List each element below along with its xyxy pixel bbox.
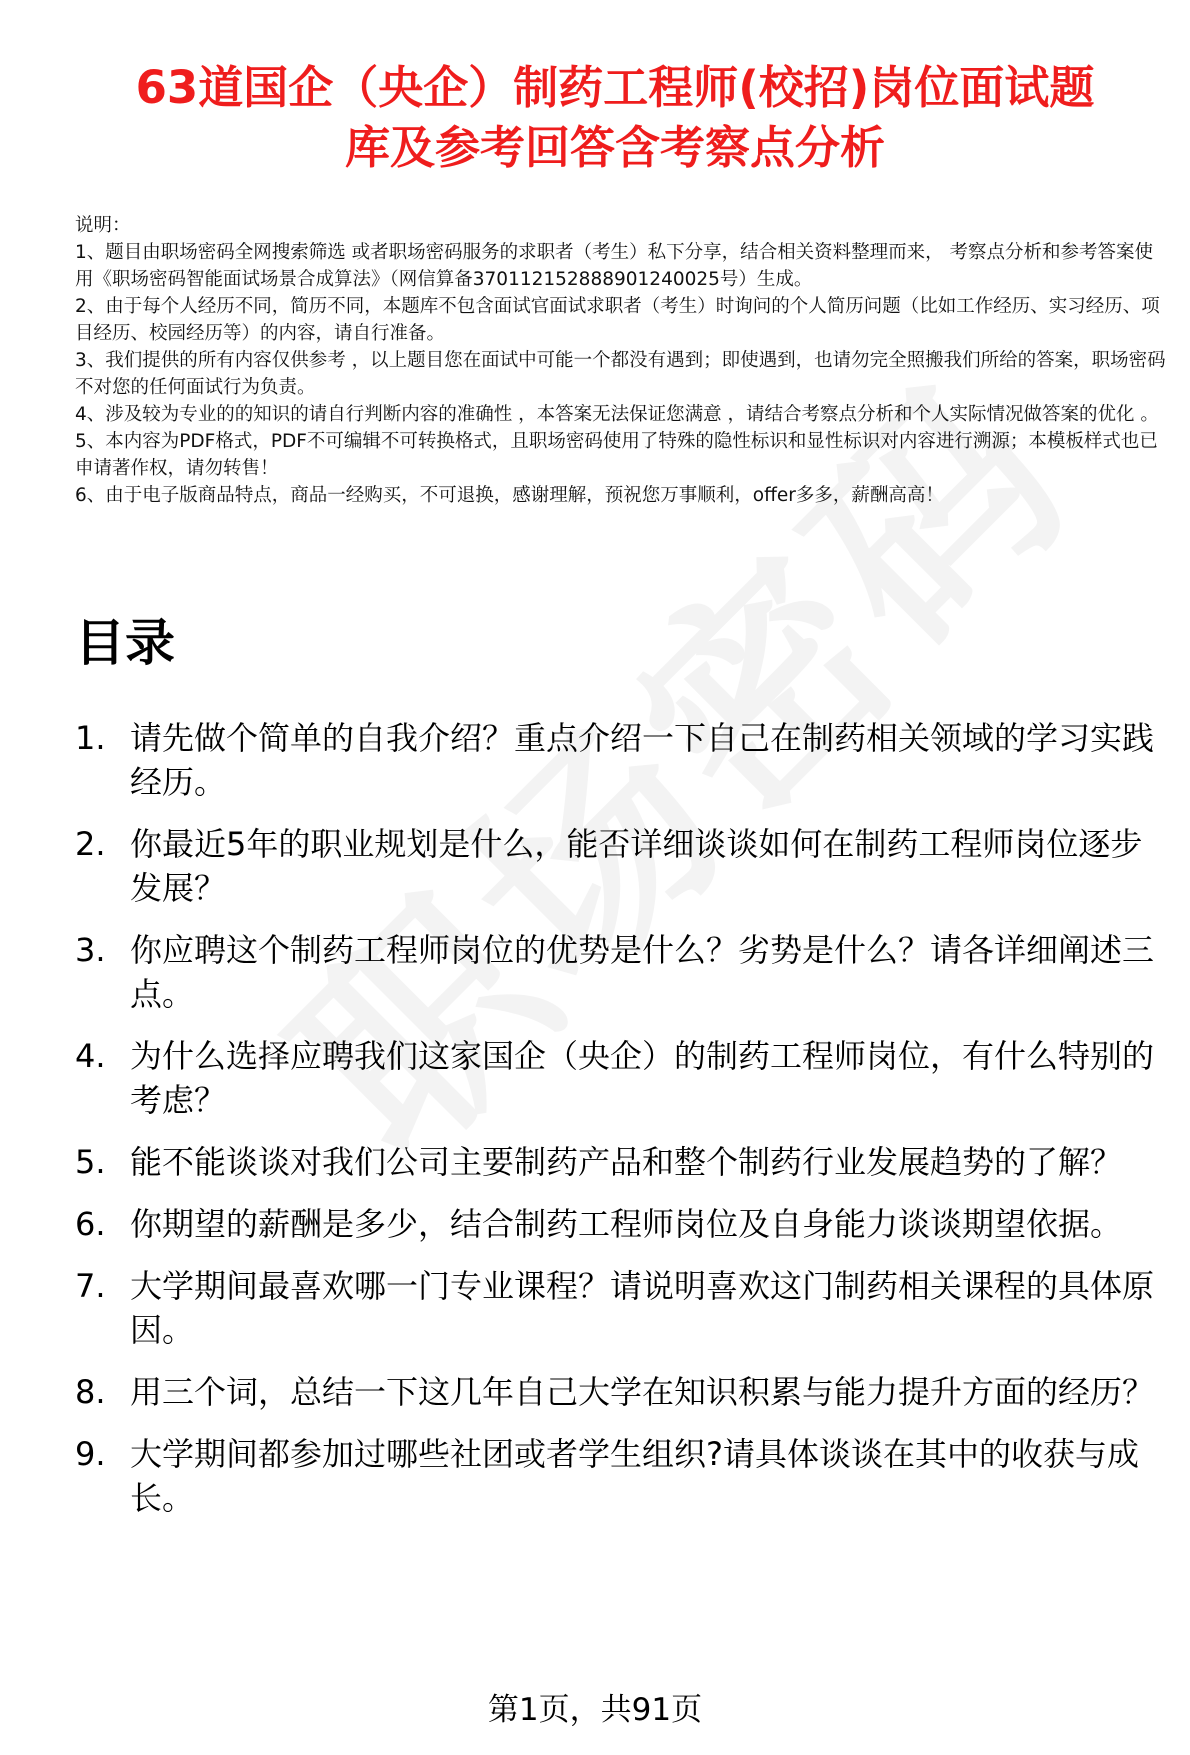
title-line-2: 库及参考回答含考察点分析 xyxy=(344,121,885,174)
title-line-1: 63道国企（央企）制药工程师(校招)岗位面试题 xyxy=(135,61,1095,114)
toc-item-text: 大学期间都参加过哪些社团或者学生组织?请具体谈谈在其中的收获与成长。 xyxy=(130,1435,1139,1517)
note-item-3: 3、我们提供的所有内容仅供参考 ，以上题目您在面试中可能一个都没有遇到；即使遇到，也请勿完全照搬我们所给的答案，职场密码不对您的任何面试行为负责。 xyxy=(75,350,1166,398)
toc-item-text: 请先做个简单的自我介绍？重点介绍一下自己在制药相关领域的学习实践经历。 xyxy=(130,719,1155,801)
toc-item-number: 8. xyxy=(75,1373,106,1411)
note-item-6: 6、由于电子版商品特点，商品一经购买，不可退换，感谢理解，预祝您万事顺利，offer多多，薪酬高高！ xyxy=(75,485,944,506)
toc-item-number: 7. xyxy=(75,1267,106,1305)
toc-item-number: 4. xyxy=(75,1037,106,1075)
toc-item-number: 5. xyxy=(75,1143,106,1181)
toc-item-number: 3. xyxy=(75,931,106,969)
notes-section xyxy=(75,212,1170,509)
note-item-1: 1、题目由职场密码全网搜索筛选 或者职场密码服务的求职者（考生）私下分享，结合相关资料整理而来， 考察点分析和参考答案使用《职场密码智能面试场景合成算法》（网信算备370112152888901240025号）生成。 xyxy=(75,242,1154,290)
toc-item[interactable] xyxy=(75,1202,1170,1246)
toc-item-text: 用三个词，总结一下这几年自己大学在知识积累与能力提升方面的经历？ xyxy=(130,1373,1155,1411)
toc-item-number: 2. xyxy=(75,825,106,863)
toc-item[interactable] xyxy=(75,1140,1170,1184)
toc-item-text: 为什么选择应聘我们这家国企（央企）的制药工程师岗位，有什么特别的考虑？ xyxy=(130,1037,1155,1119)
toc-item-number: 1. xyxy=(75,719,106,757)
toc-list xyxy=(75,716,1170,1538)
toc-item-number: 9. xyxy=(75,1435,106,1473)
toc-heading: 目录 xyxy=(75,614,175,672)
toc-item[interactable] xyxy=(75,1432,1170,1520)
toc-item-text: 你应聘这个制药工程师岗位的优势是什么？劣势是什么？请各详细阐述三点。 xyxy=(130,931,1155,1013)
toc-item[interactable] xyxy=(75,1034,1170,1122)
toc-item[interactable] xyxy=(75,1264,1170,1352)
toc-item-number: 6. xyxy=(75,1205,106,1243)
toc-item[interactable] xyxy=(75,822,1170,910)
toc-item-text: 大学期间最喜欢哪一门专业课程？请说明喜欢这门制药相关课程的具体原因。 xyxy=(130,1267,1155,1349)
toc-item-text: 你最近5年的职业规划是什么，能否详细谈谈如何在制药工程师岗位逐步发展？ xyxy=(130,825,1143,907)
toc-item[interactable] xyxy=(75,928,1170,1016)
page-number: 第1页，共91页 xyxy=(487,1692,703,1728)
note-item-4: 4、涉及较为专业的的知识的请自行判断内容的准确性 ，本答案无法保证您满意 ，请结合考察点分析和个人实际情况做答案的优化 。 xyxy=(75,404,1159,425)
toc-item[interactable] xyxy=(75,716,1170,804)
note-item-2: 2、由于每个人经历不同，简历不同，本题库不包含面试官面试求职者（考生）时询问的个人简历问题（比如工作经历、实习经历、项目经历、校园经历等）的内容，请自行准备。 xyxy=(75,296,1160,344)
toc-item-text: 能不能谈谈对我们公司主要制药产品和整个制药行业发展趋势的了解？ xyxy=(130,1143,1123,1181)
toc-item-text: 你期望的薪酬是多少，结合制药工程师岗位及自身能力谈谈期望依据。 xyxy=(130,1205,1123,1243)
toc-item[interactable] xyxy=(75,1370,1170,1414)
document-title xyxy=(60,58,1170,178)
note-item-5: 5、本内容为PDF格式，PDF不可编辑不可转换格式，且职场密码使用了特殊的隐性标识和显性标识对内容进行溯源；本模板样式也已申请著作权，请勿转售！ xyxy=(75,431,1158,479)
notes-heading: 说明： xyxy=(75,215,131,236)
